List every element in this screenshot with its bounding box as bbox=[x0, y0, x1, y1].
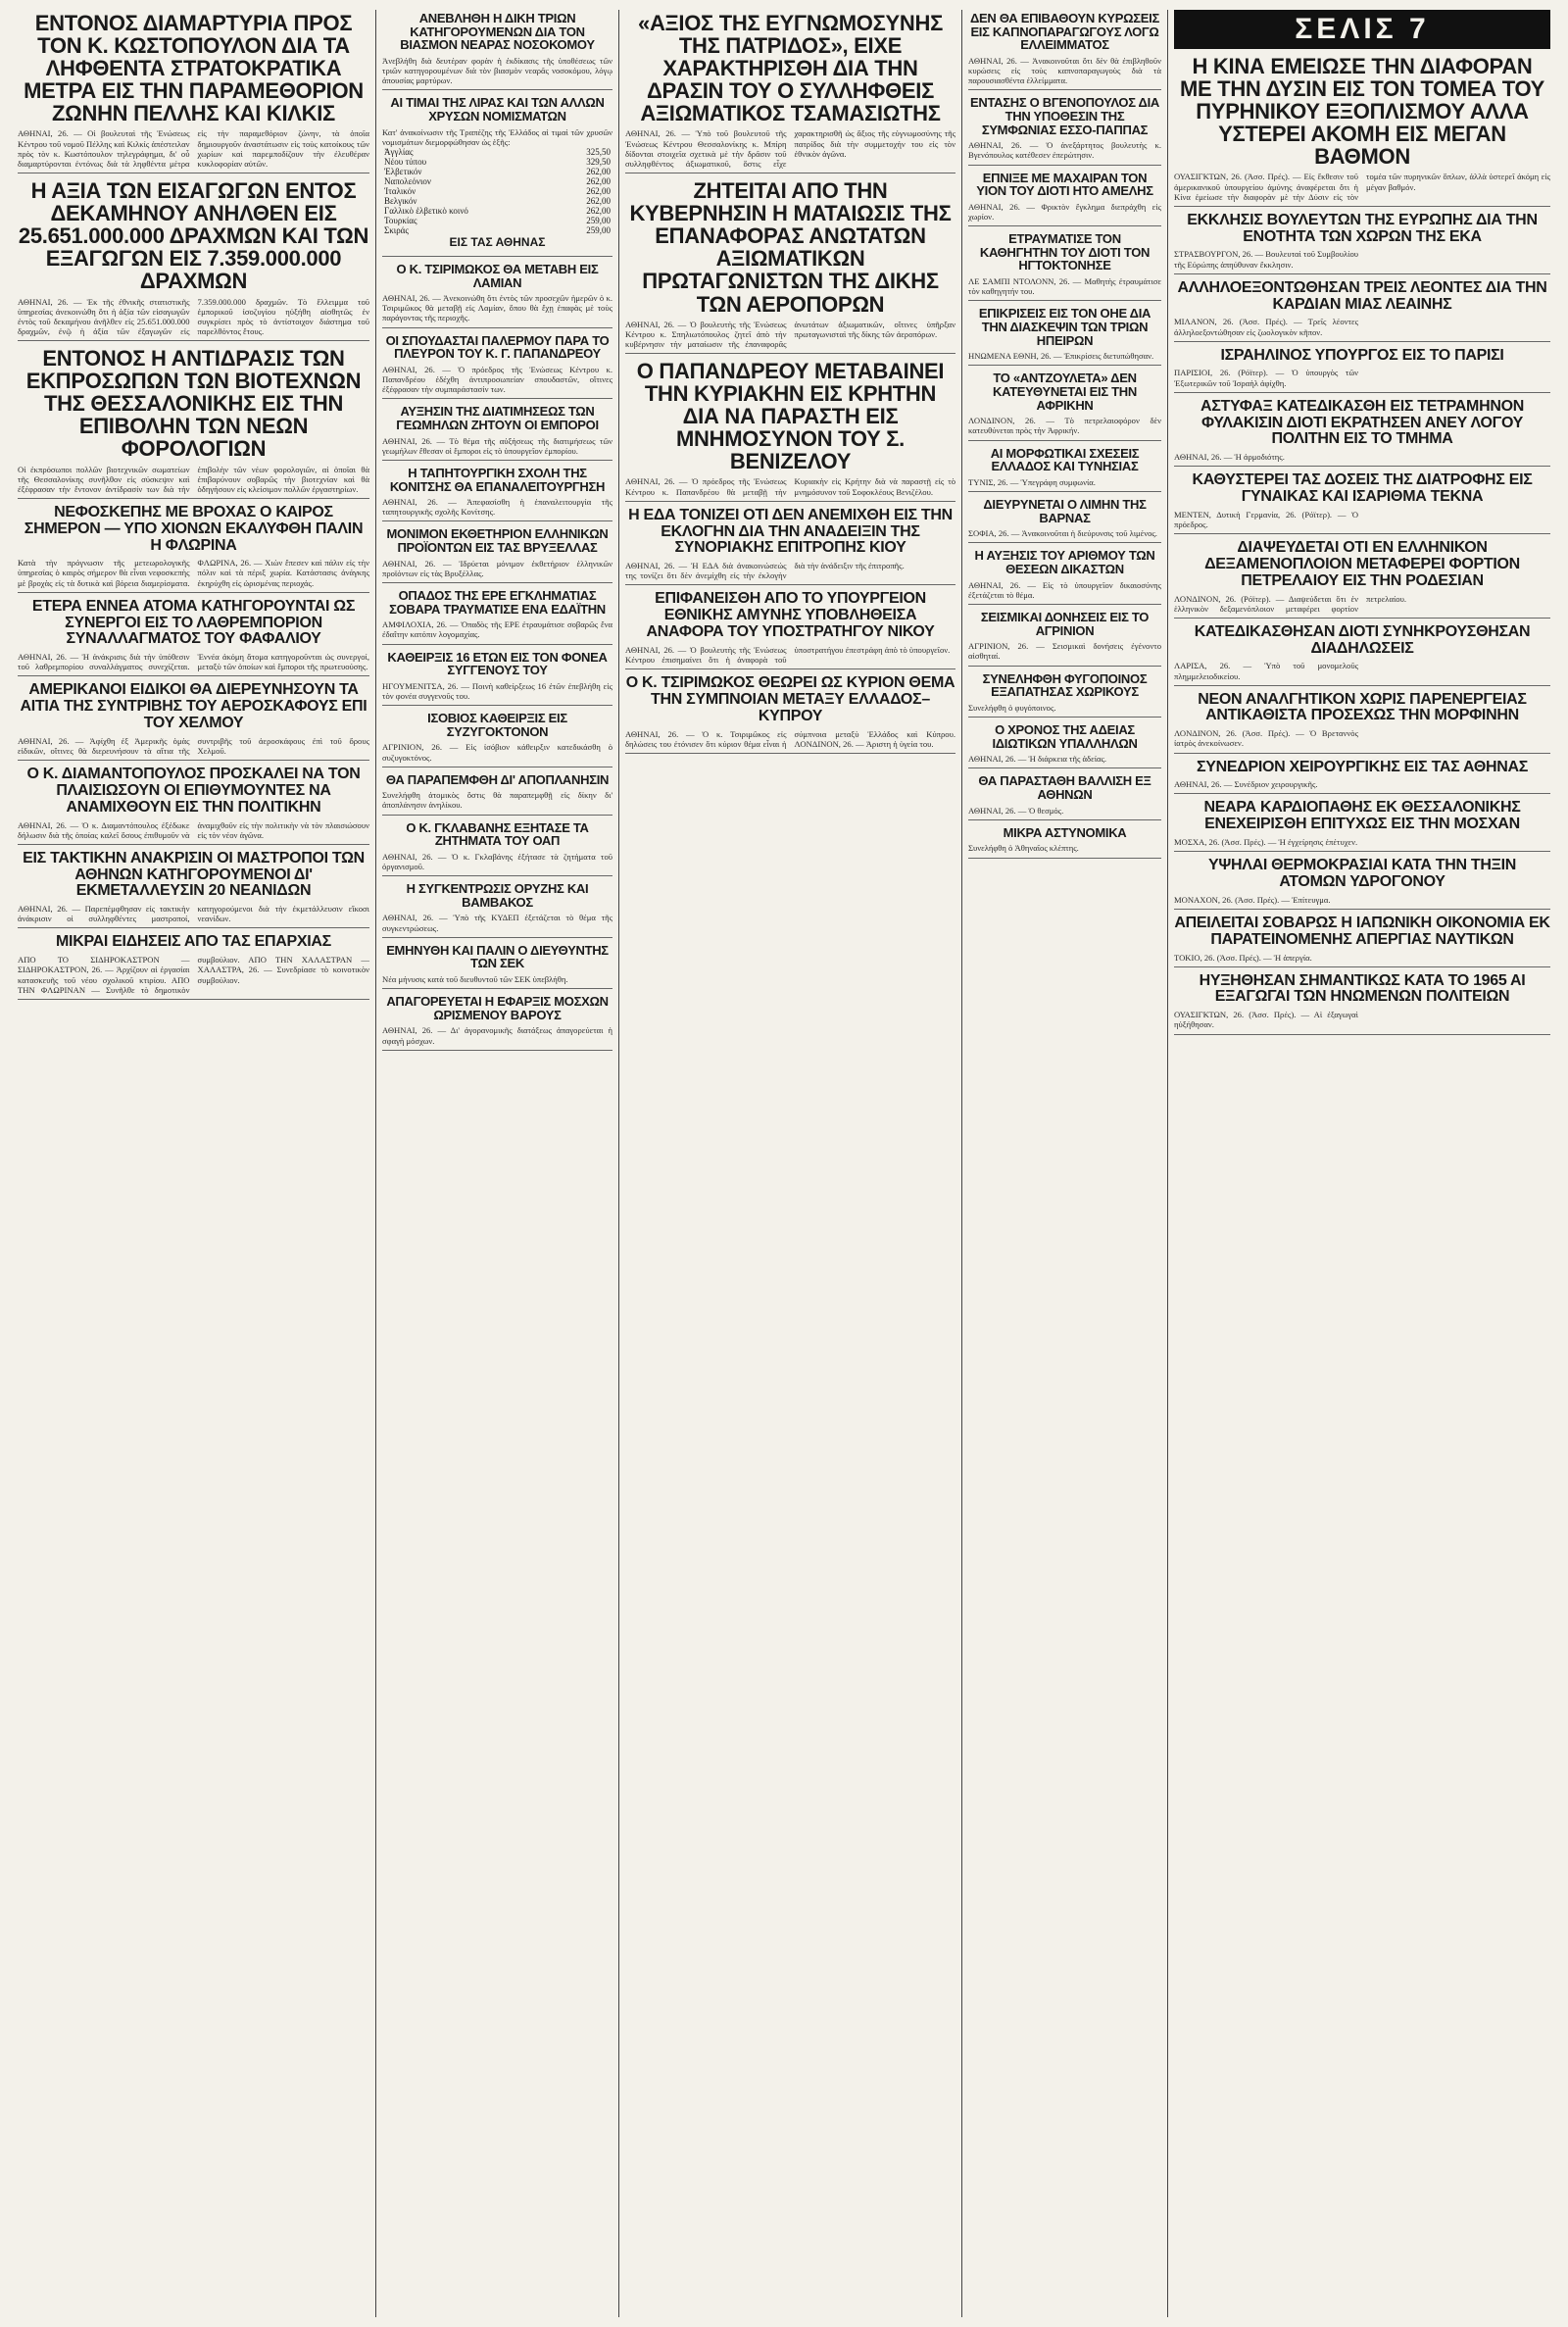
article bbox=[625, 179, 956, 354]
article-headline: «ΑΞΙΟΣ ΤΗΣ ΕΥΓΝΩΜΟΣΥΝΗΣ ΤΗΣ ΠΑΤΡΙΔΟΣ», ΕΙΧΕ ΧΑΡΑΚΤΗΡΙΣΘΗ ΔΙΑ ΤΗΝ ΔΡΑΣΙΝ ΤΟΥ Ο ΣΥΛΛΗΦΘΕΙΣ ΑΞΙΩΜΑΤΙΚΟΣ ΤΣΑΜΑΣΙΩΤΗΣ bbox=[638, 11, 943, 126]
table-row bbox=[382, 225, 612, 235]
article bbox=[18, 682, 369, 761]
coin-name: Βελγικόν bbox=[384, 195, 417, 206]
article bbox=[968, 96, 1161, 165]
article-headline: ΘΑ ΠΑΡΑΣΤΑΘΗ ΒΑΛΛΙΣΗ ΕΞ ΑΘΗΝΩΝ bbox=[978, 773, 1152, 803]
coin-price: 259,00 bbox=[586, 215, 611, 225]
article-headline: ΘΑ ΠΑΡΑΠΕΜΦΘΗ ΔΙ' ΑΠΟΠΛΑΝΗΣΙΝ bbox=[385, 771, 610, 787]
article-body: Οἱ ἐκπρόσωποι πολλῶν βιοτεχνικῶν σωματείων τῆς Θεσσαλονίκης συνῆλθον εἰς σύσκεψιν καὶ ἐξέφρασαν τὴν ἔντονον ἀντίδρασίν των διὰ τὴν ἐπιβολὴν τῶν νέων φορολογιῶν, αἱ ὁποῖαι θὰ ἐπιβαρύνουν σοβαρῶς τὴν βιοτεχνίαν καὶ θὰ ὁδηγήσουν εἰς κλείσιμον πολλῶν ἐργαστηρίων. bbox=[18, 464, 369, 494]
article-headline: Η ΑΥΞΗΣΙΣ ΤΟΥ ΑΡΙΘΜΟΥ ΤΩΝ ΘΕΣΕΩΝ ΔΙΚΑΣΤΩΝ bbox=[974, 548, 1155, 577]
coin-name: Ἀγγλίας bbox=[384, 146, 414, 157]
table-row bbox=[382, 147, 612, 157]
coin-price: 262,00 bbox=[586, 205, 611, 216]
article bbox=[382, 995, 612, 1051]
coin-name: Νέου τύπου bbox=[384, 156, 427, 167]
article-body: ΛΑΡΙΣΑ, 26. — Ὑπὸ τοῦ μονομελοῦς πλημμελειοδικείου. bbox=[1174, 661, 1358, 681]
article-headline: ΑΠΑΓΟΡΕΥΕΤΑΙ Η ΕΦΑΡΞΙΣ ΜΟΣΧΩΝ ΩΡΙΣΜΕΝΟΥ ΒΑΡΟΥΣ bbox=[386, 994, 609, 1022]
article bbox=[968, 172, 1161, 227]
article-body: ΑΘΗΝΑΙ, 26. — Δι' ἀγορανομικῆς διατάξεως ἀπαγορεύεται ἡ σφαγὴ μόσχων. bbox=[382, 1025, 612, 1046]
article-headline: ΑΣΤΥΦΑΞ ΚΑΤΕΔΙΚΑΣΘΗ ΕΙΣ ΤΕΤΡΑΜΗΝΟΝ ΦΥΛΑΚΙΣΙΝ ΔΙΟΤΙ ΕΚΡΑΤΗΣΕΝ ΑΝΕΥ ΛΟΓΟΥ ΠΟΛΙΤΗΝ ΕΙΣ ΤΟ ΤΜΗΜΑ bbox=[1200, 397, 1524, 448]
article-body: ΤΟΚΙΟ, 26. (Ἀσσ. Πρές). — Ἡ ἀπεργία. bbox=[1174, 952, 1312, 963]
subheading: ΕΙΣ ΤΑΣ ΑΘΗΝΑΣ bbox=[449, 234, 546, 249]
article-body: ΛΟΝΔΙΝΟΝ, 26. — Τὸ πετρελαιοφόρον δὲν κατευθύνεται πρὸς τὴν Ἀφρικήν. bbox=[968, 416, 1161, 436]
article-body: ΑΓΡΙΝΙΟΝ, 26. — Σεισμικαὶ δονήσεις ἐγένοντο αἰσθηταί. bbox=[968, 641, 1161, 662]
table-row bbox=[382, 206, 612, 216]
article bbox=[1174, 624, 1550, 686]
article bbox=[1174, 348, 1550, 393]
article bbox=[382, 263, 612, 328]
article-body: Κατὰ τὴν πρόγνωσιν τῆς μετεωρολογικῆς ὑπηρεσίας ὁ καιρὸς σήμερον θὰ εἶναι νεφοσκεπὴς μὲ βροχὰς εἰς τὰ δυτικὰ καὶ βόρεια διαμερίσματα. ΦΛΩΡΙΝΑ, 26. — Χιὼν ἔπεσεν καὶ πάλιν εἰς τὴν πόλιν καὶ τὰ πέριξ χωρία. Κατάστασις ἀνάγκης ἐκηρύχθη εἰς ὡρισμένας περιοχάς. bbox=[18, 558, 369, 588]
article-body: ΑΘΗΝΑΙ, 26. — Ἀφίχθη ἐξ Ἀμερικῆς ὁμὰς εἰδικῶν, οἵτινες θὰ διερευνήσουν τὰ αἴτια τῆς συντριβῆς τοῦ ἀεροσκάφους ἐπὶ τοῦ ὄρους Χελμοῦ. bbox=[18, 735, 369, 756]
article-headline: ΣΥΝΕΛΗΦΘΗ ΦΥΓΟΠΟΙΝΟΣ ΕΞΑΠΑΤΗΣΑΣ ΧΩΡΙΚΟΥΣ bbox=[982, 670, 1148, 700]
table-row bbox=[382, 167, 612, 176]
gold-prices-table bbox=[382, 147, 612, 235]
article bbox=[18, 934, 369, 999]
article-headline: ΝΕΦΟΣΚΕΠΗΣ ΜΕ ΒΡΟΧΑΣ Ο ΚΑΙΡΟΣ ΣΗΜΕΡΟΝ — ΥΠΟ ΧΙΟΝΩΝ ΕΚΑΛΥΦΘΗ ΠΑΛΙΝ Η ΦΛΩΡΙΝΑ bbox=[24, 503, 364, 554]
article-headline: ΑΜΕΡΙΚΑΝΟΙ ΕΙΔΙΚΟΙ ΘΑ ΔΙΕΡΕΥΝΗΣΟΥΝ ΤΑ ΑΙΤΙΑ ΤΗΣ ΣΥΝΤΡΙΒΗΣ ΤΟΥ ΑΕΡΟΣΚΑΦΟΥΣ ΕΠΙ ΤΟΥ ΧΕΛΜΟΥ bbox=[20, 681, 368, 732]
article-headline: ΕΙΣ ΤΑΚΤΙΚΗΝ ΑΝΑΚΡΙΣΙΝ ΟΙ ΜΑΣΤΡΟΠΟΙ ΤΩΝ ΑΘΗΝΩΝ ΚΑΤΗΓΟΡΟΥΜΕΝΟΙ ΔΙ' ΕΚΜΕΤΑΛΛΕΥΣΙΝ 20 ΝΕΑΝΙΔΩΝ bbox=[23, 849, 365, 900]
article-headline: ΙΣΟΒΙΟΣ ΚΑΘΕΙΡΞΙΣ ΕΙΣ ΣΥΖΥΓΟΚΤΟΝΟΝ bbox=[427, 711, 567, 739]
article-headline: ΚΑΘΥΣΤΕΡΕΙ ΤΑΣ ΔΟΣΕΙΣ ΤΗΣ ΔΙΑΤΡΟΦΗΣ ΕΙΣ ΓΥΝΑΙΚΑΣ ΚΑΙ ΙΣΑΡΙΘΜΑ ΤΕΚΝΑ bbox=[1192, 471, 1533, 506]
table-row bbox=[382, 176, 612, 186]
column-2 bbox=[376, 10, 619, 2317]
article bbox=[382, 96, 612, 257]
article-body: ΑΘΗΝΑΙ, 26. — Ὑπὸ τῆς ΚΥΔΕΠ ἐξετάζεται τὸ θέμα τῆς συγκεντρώσεως. bbox=[382, 913, 612, 933]
article bbox=[968, 611, 1161, 667]
article-body: ΗΓΟΥΜΕΝΙΤΣΑ, 26. — Ποινὴ καθείρξεως 16 ἐτῶν ἐπεβλήθη εἰς τὸν φονέα συγγενοῦς του. bbox=[382, 680, 612, 701]
article-headline: ΕΤΡΑΥΜΑΤΙΣΕ ΤΟΝ ΚΑΘΗΓΗΤΗΝ ΤΟΥ ΔΙΟΤΙ ΤΟΝ ΗΓΤΟΚΤΟΝΗΣΕ bbox=[979, 231, 1151, 273]
article bbox=[1174, 800, 1550, 852]
article-headline: ΟΙ ΣΠΟΥΔΑΣΤΑΙ ΠΑΛΕΡΜΟΥ ΠΑΡΑ ΤΟ ΠΛΕΥΡΟΝ ΤΟΥ Κ. Γ. ΠΑΠΑΝΔΡΕΟΥ bbox=[385, 332, 610, 362]
article-body: ΜΙΛΑΝΟΝ, 26. (Ἀσσ. Πρές). — Τρεῖς λέοντες ἀλληλοεξοντώθησαν εἰς ζωολογικὸν κῆπον. bbox=[1174, 317, 1358, 337]
article bbox=[382, 527, 612, 583]
article-body: ΜΟΝΑΧΟΝ, 26. (Ἀσσ. Πρές). — Ἐπίτευγμα. bbox=[1174, 894, 1331, 905]
article bbox=[968, 232, 1161, 301]
article-headline: ΕΠΙΚΡΙΣΕΙΣ ΕΙΣ ΤΟΝ ΟΗΕ ΔΙΑ ΤΗΝ ΔΙΑΣΚΕΨΙΝ ΤΩΝ ΤΡΙΩΝ ΗΠΕΙΡΩΝ bbox=[978, 306, 1152, 348]
coin-name: Ναπολεόνιον bbox=[384, 175, 431, 186]
article-headline: ΣΥΝΕΔΡΙΟΝ ΧΕΙΡΟΥΡΓΙΚΗΣ ΕΙΣ ΤΑΣ ΑΘΗΝΑΣ bbox=[1196, 758, 1529, 775]
article-headline: ΑΝΕΒΛΗΘΗ Η ΔΙΚΗ ΤΡΙΩΝ ΚΑΤΗΓΟΡΟΥΜΕΝΩΝ ΔΙΑ ΤΟΝ ΒΙΑΣΜΟΝ ΝΕΑΡΑΣ ΝΟΣΟΚΟΜΟΥ bbox=[400, 11, 595, 53]
article bbox=[1174, 692, 1550, 754]
article bbox=[968, 723, 1161, 768]
article bbox=[382, 12, 612, 90]
article-body: ΑΘΗΝΑΙ, 26. — Ἀνακοινοῦται ὅτι δὲν θὰ ἐπιβληθοῦν κυρώσεις εἰς τοὺς καπνοπαραγωγοὺς διὰ τὰ παρουσιασθέντα ἐλλείμματα. bbox=[968, 55, 1161, 86]
article-headline: Η ΤΑΠΗΤΟΥΡΓΙΚΗ ΣΧΟΛΗ ΤΗΣ ΚΟΝΙΤΣΗΣ ΘΑ ΕΠΑΝΑΛΕΙΤΟΥΡΓΗΣΗ bbox=[389, 465, 606, 494]
coin-name: Τουρκίας bbox=[384, 215, 417, 225]
article-body: ΑΘΗΝΑΙ, 26. — Ὁ βουλευτὴς τῆς Ἑνώσεως Κέντρου ἐπισημαίνει ὅτι ἡ ἀναφορὰ τοῦ ὑποστρατήγου ἐπεστράφη ἀπὸ τὸ ὑπουργεῖον. bbox=[625, 644, 951, 665]
article-body: ΑΘΗΝΑΙ, 26. — Ἡ ἀρμοδιότης. bbox=[1174, 452, 1285, 463]
article-headline: ΔΕΝ ΘΑ ΕΠΙΒΑΘΟΥΝ ΚΥΡΩΣΕΙΣ ΕΙΣ ΚΑΠΝΟΠΑΡΑΓΩΓΟΥΣ ΛΟΓΩ ΕΛΛΕΙΜΜΑΤΟΣ bbox=[970, 11, 1159, 53]
article-body: ΑΓΡΙΝΙΟΝ, 26. — Εἰς ἰσόβιον κάθειρξιν κατεδικάσθη ὁ συζυγοκτόνος. bbox=[382, 742, 612, 763]
article-body: ΑΘΗΝΑΙ, 26. — Ὁ θεσμός. bbox=[968, 805, 1064, 816]
article-body: Συνελήφθη ἀτομικὸς ὅστις θὰ παραπεμφθῇ εἰς δίκην δι' ἀποπλάνησιν ἀνηλίκου. bbox=[382, 790, 612, 811]
coin-price: 262,00 bbox=[586, 175, 611, 186]
article-headline: ΝΕΟΝ ΑΝΑΛΓΗΤΙΚΟΝ ΧΩΡΙΣ ΠΑΡΕΝΕΡΓΕΙΑΣ ΑΝΤΙΚΑΘΙΣΤΑ ΠΡΟΣΕΧΩΣ ΤΗΝ ΜΟΡΦΙΝΗΝ bbox=[1198, 690, 1527, 724]
article bbox=[968, 12, 1161, 90]
article-headline: ΟΠΑΔΟΣ ΤΗΣ ΕΡΕ ΕΓΚΛΗΜΑΤΙΑΣ ΣΟΒΑΡΑ ΤΡΑΥΜΑΤΙΣΕ ΕΝΑ ΕΔΑΪΤΗΝ bbox=[389, 588, 606, 617]
article bbox=[1174, 760, 1550, 795]
article-body: ΛΟΝΔΙΝΟΝ, 26. (Ρόϊτερ). — Διαψεύδεται ὅτι ἐν ἑλληνικὸν δεξαμενόπλοιον μεταφέρει φορτίον πετρελαίου. bbox=[1174, 593, 1406, 614]
article-headline: Ο ΠΑΠΑΝΔΡΕΟΥ ΜΕΤΑΒΑΙΝΕΙ ΤΗΝ ΚΥΡΙΑΚΗΝ ΕΙΣ ΚΡΗΤΗΝ ΔΙΑ ΝΑ ΠΑΡΑΣΤΗ ΕΙΣ ΜΝΗΜΟΣΥΝΟΝ ΤΟΥ Σ. ΒΕΝΙΖΕΛΟΥ bbox=[636, 359, 945, 474]
article bbox=[625, 508, 956, 586]
article-headline: ΚΑΤΕΔΙΚΑΣΘΗΣΑΝ ΔΙΟΤΙ ΣΥΝΗΚΡΟΥΣΘΗΣΑΝ ΔΙΑΔΗΛΩΣΕΙΣ bbox=[1194, 622, 1531, 657]
article-headline: Ο ΧΡΟΝΟΣ ΤΗΣ ΑΔΕΙΑΣ ΙΔΙΩΤΙΚΩΝ ΥΠΑΛΛΗΛΩΝ bbox=[992, 721, 1138, 751]
article-headline: Ο Κ. ΓΚΛΑΒΑΝΗΣ ΕΞΗΤΑΣΕ ΤΑ ΖΗΤΗΜΑΤΑ ΤΟΥ ΟΑΠ bbox=[406, 819, 589, 849]
article-body: ΑΘΗΝΑΙ, 26. — Ὑπὸ τοῦ βουλευτοῦ τῆς Ἑνώσεως Κέντρου Θεσσαλονίκης κ. Μπίρη δίδονται στοιχεῖα σχετικὰ μὲ τὴν δρᾶσιν τοῦ συλληφθέντος ἀξιωματικοῦ, ὅστις εἶχε χαρακτηρισθῆ ὡς ἄξιος τῆς εὐγνωμοσύνης τῆς πατρίδος διὰ τὴν συμμετοχήν του εἰς τὸν ἐθνικὸν ἀγῶνα. bbox=[625, 128, 956, 169]
article-body: ΑΘΗΝΑΙ, 26. — Ἡ διάρκεια τῆς ἀδείας. bbox=[968, 754, 1107, 765]
article-headline: Ο Κ. ΤΣΙΡΙΜΩΚΟΣ ΘΕΩΡΕΙ ΩΣ ΚΥΡΙΟΝ ΘΕΜΑ ΤΗΝ ΣΥΜΠΝΟΙΑΝ ΜΕΤΑΞΥ ΕΛΛΑΔΟΣ–ΚΥΠΡΟΥ bbox=[625, 674, 956, 724]
article-headline: ΕΝΤΟΝΟΣ Η ΑΝΤΙΔΡΑΣΙΣ ΤΩΝ ΕΚΠΡΟΣΩΠΩΝ ΤΩΝ ΒΙΟΤΕΧΝΩΝ ΤΗΣ ΘΕΣΣΑΛΟΝΙΚΗΣ ΕΙΣ ΤΗΝ ΕΠΙΒΟΛΗΝ ΤΩΝ ΝΕΩΝ ΦΟΡΟΛΟΓΙΩΝ bbox=[25, 346, 362, 462]
article-headline: ΜΙΚΡΑΙ ΕΙΔΗΣΕΙΣ ΑΠΟ ΤΑΣ ΕΠΑΡΧΙΑΣ bbox=[56, 933, 331, 951]
article bbox=[1174, 916, 1550, 967]
article-headline: ΜΟΝΙΜΟΝ ΕΚΘΕΤΗΡΙΟΝ ΕΛΛΗΝΙΚΩΝ ΠΡΟΪΟΝΤΩΝ ΕΙΣ ΤΑΣ ΒΡΥΞΕΛΛΑΣ bbox=[386, 526, 609, 556]
article-headline: ΖΗΤΕΙΤΑΙ ΑΠΟ ΤΗΝ ΚΥΒΕΡΝΗΣΙΝ Η ΜΑΤΑΙΩΣΙΣ ΤΗΣ ΕΠΑΝΑΦΟΡΑΣ ΑΝΩΤΑΤΩΝ ΑΞΙΩΜΑΤΙΚΩΝ ΠΡΩΤΑΓΩΝΙΣΤΩΝ ΤΗΣ ΔΙΚΗΣ ΤΩΝ ΑΕΡΟΠΟΡΩΝ bbox=[629, 178, 952, 317]
article-body: ΛΕ ΣΑΜΠΙ ΝΤΟΛΟΝΝ, 26. — Μαθητὴς ἐτραυμάτισε τὸν καθηγητήν του. bbox=[968, 276, 1161, 297]
article bbox=[382, 882, 612, 938]
table-row bbox=[382, 196, 612, 206]
article-body: ΟΥΑΣΙΓΚΤΩΝ, 26. (Ἀσσ. Πρές). — Αἱ ἐξαγωγαὶ ηὐξήθησαν. bbox=[1174, 1010, 1358, 1030]
column-3 bbox=[619, 10, 962, 2317]
article bbox=[382, 944, 612, 989]
article-headline: ΑΙ ΜΟΡΦΩΤΙΚΑΙ ΣΧΕΣΕΙΣ ΕΛΛΑΔΟΣ ΚΑΙ ΤΥΝΗΣΙΑΣ bbox=[990, 445, 1140, 474]
article-body: ΑΘΗΝΑΙ, 26. — Εἰς τὸ ὑπουργεῖον δικαιοσύνης ἐξετάζεται τὸ θέμα. bbox=[968, 579, 1161, 600]
article-headline: ΕΤΕΡΑ ΕΝΝΕΑ ΑΤΟΜΑ ΚΑΤΗΓΟΡΟΥΝΤΑΙ ΩΣ ΣΥΝΕΡΓΟΙ ΕΙΣ ΤΟ ΛΑΘΡΕΜΠΟΡΙΟΝ ΣΥΝΑΛΛΑΓΜΑΤΟΣ ΤΟΥ ΦΑΦΑΛΙΟΥ bbox=[31, 597, 356, 648]
article bbox=[382, 334, 612, 400]
article-headline: ΕΚΚΛΗΣΙΣ ΒΟΥΛΕΥΤΩΝ ΤΗΣ ΕΥΡΩΠΗΣ ΔΙΑ ΤΗΝ ΕΝΟΤΗΤΑ ΤΩΝ ΧΩΡΩΝ ΤΗΣ ΕΚΑ bbox=[1187, 211, 1538, 245]
article bbox=[1174, 55, 1550, 207]
article bbox=[968, 549, 1161, 605]
article-body: ΑΘΗΝΑΙ, 26. — Παρεπέμφθησαν εἰς τακτικὴν ἀνάκρισιν οἱ συλληφθέντες μαστροποί, κατηγορούμενοι διὰ τὴν ἐκμετάλλευσιν εἴκοσι νεανίδων. bbox=[18, 904, 369, 924]
column-4 bbox=[962, 10, 1168, 2317]
article-headline: ΑΙ ΤΙΜΑΙ ΤΗΣ ΛΙΡΑΣ ΚΑΙ ΤΩΝ ΑΛΛΩΝ ΧΡΥΣΩΝ ΝΟΜΙΣΜΑΤΩΝ bbox=[390, 95, 605, 124]
article-headline: ΜΙΚΡΑ ΑΣΤΥΝΟΜΙΚΑ bbox=[1003, 824, 1127, 840]
table-row bbox=[382, 186, 612, 196]
coin-price: 262,00 bbox=[586, 185, 611, 196]
article-body: ΜΟΣΧΑ, 26. (Ἀσσ. Πρές). — Ἡ ἐγχείρησις ἐπέτυχεν. bbox=[1174, 837, 1358, 848]
column-5 bbox=[1168, 10, 1556, 2317]
article-body: ΑΘΗΝΑΙ, 26. — Τὸ θέμα τῆς αὐξήσεως τῆς διατιμήσεως τῶν γεωμήλων ἔθεσαν οἱ ἔμποροι εἰς τὸ ὑπουργεῖον ἐμπορίου. bbox=[382, 435, 612, 456]
article-body: ΑΘΗΝΑΙ, 26. — Ὁ κ. Διαμαντόπουλος ἐξέδωκε δήλωσιν διὰ τῆς ὁποίας καλεῖ ὅσους ἐπιθυμοῦν νὰ ἀναμιχθοῦν εἰς τὴν πολιτικὴν νὰ τὸν πλαισιώσουν εἰς τὸν νέον ἀγῶνα. bbox=[18, 819, 369, 840]
article-body: ΟΥΑΣΙΓΚΤΩΝ, 26. (Ἀσσ. Πρές). — Εἰς ἔκθεσιν τοῦ ἀμερικανικοῦ ὑπουργείου ἀμύνης ἀναφέρεται ὅτι ἡ Κίνα ἐμείωσε τὴν διαφορὰν μὲ τὴν Δύσιν εἰς τὸν τομέα τῶν πυρηνικῶν ὅπλων, ἀλλὰ ὑστερεῖ ἀκόμη εἰς μέγαν βαθμόν. bbox=[1174, 172, 1550, 202]
article-body: ΣΤΡΑΣΒΟΥΡΓΟΝ, 26. — Βουλευταὶ τοῦ Συμβουλίου τῆς Εὐρώπης ἀπηύθυναν ἔκκλησιν. bbox=[1174, 249, 1358, 270]
article-headline: ΕΠΙΦΑΝΕΙΣΘΗ ΑΠΟ ΤΟ ΥΠΟΥΡΓΕΙΟΝ ΕΘΝΙΚΗΣ ΑΜΥΝΗΣ ΥΠΟΒΛΗΘΕΙΣΑ ΑΝΑΦΟΡΑ ΤΟΥ ΥΠΟΣΤΡΑΤΗΓΟΥ ΝΙΚΟΥ bbox=[646, 590, 935, 641]
article bbox=[382, 467, 612, 522]
article-body: ΑΘΗΝΑΙ, 26. — Οἱ βουλευταὶ τῆς Ἑνώσεως Κέντρου τοῦ νομοῦ Πέλλης καὶ Κιλκίς ἀπέστειλαν πρὸς τὸν κ. Κωστόπουλον τηλεγράφημα, δι' οὗ διαμαρτύρονται ἐντόνως διὰ τὰ ληφθέντα μέτρα εἰς τὴν παραμεθόριον ζώνην, τὰ ὁποῖα δημιουργοῦν ἀναστάτωσιν εἰς τοὺς κατοίκους τῶν χωρίων καὶ παρεμποδίζουν τὴν ἐλευθέραν κυκλοφορίαν αὐτῶν. bbox=[18, 128, 369, 169]
article-headline: ΕΝΤΑΣΗΣ Ο ΒΓΕΝΟΠΟΥΛΟΣ ΔΙΑ ΤΗΝ ΥΠΟΘΕΣΙΝ ΤΗΣ ΣΥΜΦΩΝΙΑΣ ΕΣΣΟ-ΠΑΠΠΑΣ bbox=[970, 95, 1159, 137]
article-body: ΑΘΗΝΑΙ, 26. — Φρικτὸν ἔγκλημα διεπράχθη εἰς χωρίον. bbox=[968, 201, 1161, 222]
article-headline: ΝΕΑΡΑ ΚΑΡΔΙΟΠΑΘΗΣ ΕΚ ΘΕΣΣΑΛΟΝΙΚΗΣ ΕΝΕΧΕΙΡΙΣΘΗ ΕΠΙΤΥΧΩΣ ΕΙΣ ΤΗΝ ΜΟΣΧΑΝ bbox=[1203, 799, 1521, 833]
article-body: ΗΝΩΜΕΝΑ ΕΘΝΗ, 26. — Ἐπικρίσεις διετυπώθησαν. bbox=[968, 351, 1154, 362]
article bbox=[625, 360, 956, 502]
coin-price: 259,00 bbox=[586, 224, 611, 235]
article bbox=[1174, 280, 1550, 342]
article-headline: Η ΕΔΑ ΤΟΝΙΖΕΙ ΟΤΙ ΔΕΝ ΑΝΕΜΙΧΘΗ ΕΙΣ ΤΗΝ ΕΚΛΟΓΗΝ ΔΙΑ ΤΗΝ ΑΝΑΔΕΙΞΙΝ ΤΗΣ ΣΥΝΟΡΙΑΚΗΣ ΕΠΙΤΡΟΠΗΣ ΚΙΟΥ bbox=[628, 506, 953, 557]
article-body: ΠΑΡΙΣΙΟΙ, 26. (Ρόϊτερ). — Ὁ ὑπουργὸς τῶν Ἐξωτερικῶν τοῦ Ἰσραὴλ ἀφίχθη. bbox=[1174, 368, 1358, 388]
article bbox=[18, 12, 369, 173]
article-body: ΑΘΗΝΑΙ, 26. — Ἀνεκοινώθη ὅτι ἐντὸς τῶν προσεχῶν ἡμερῶν ὁ κ. Τσιριμῶκος θὰ μεταβῇ εἰς Λαμίαν, ὅπου θὰ ἔχῃ ἐπαφὰς μὲ τοὺς παράγοντας τῆς περιοχῆς. bbox=[382, 293, 612, 323]
article bbox=[18, 767, 369, 845]
article-headline: ΣΕΙΣΜΙΚΑΙ ΔΟΝΗΣΕΙΣ ΕΙΣ ΤΟ ΑΓΡΙΝΙΟΝ bbox=[980, 609, 1150, 638]
coin-price: 262,00 bbox=[586, 195, 611, 206]
article-headline: ΙΣΡΑΗΛΙΝΟΣ ΥΠΟΥΡΓΟΣ ΕΙΣ ΤΟ ΠΑΡΙΣΙ bbox=[1220, 346, 1504, 364]
article-body: ΑΘΗΝΑΙ, 26. — Ἡ ΕΔΑ διὰ ἀνακοινώσεώς της τονίζει ὅτι δὲν ἀνεμίχθη εἰς τὴν ἐκλογὴν διὰ τὴν ἀνάδειξιν τῆς ἐπιτροπῆς. bbox=[625, 561, 905, 581]
article bbox=[1174, 540, 1550, 619]
article-body: ΑΘΗΝΑΙ, 26. — Συνέδριον χειρουργικῆς. bbox=[1174, 779, 1318, 790]
article-body: ΑΘΗΝΑΙ, 26. — Ἱδρύεται μόνιμον ἐκθετήριον ἑλληνικῶν προϊόντων εἰς τὰς Βρυξέλλας. bbox=[382, 558, 612, 578]
article bbox=[968, 447, 1161, 492]
article bbox=[382, 589, 612, 645]
article-headline: Η ΣΥΓΚΕΝΤΡΩΣΙΣ ΟΡΥΖΗΣ ΚΑΙ ΒΑΜΒΑΚΟΣ bbox=[406, 881, 589, 910]
coin-price: 329,50 bbox=[586, 156, 611, 167]
article bbox=[1174, 973, 1550, 1035]
article-body: Συνελήφθη ὁ φυγόποινος. bbox=[968, 702, 1056, 713]
article-headline: Ο Κ. ΔΙΑΜΑΝΤΟΠΟΥΛΟΣ ΠΡΟΣΚΑΛΕΙ ΝΑ ΤΟΝ ΠΛΑΙΣΙΩΣΟΥΝ ΟΙ ΕΠΙΘΥΜΟΥΝΤΕΣ ΝΑ ΑΝΑΜΙΧΘΟΥΝ ΕΙΣ ΤΗΝ ΠΟΛΙΤΙΚΗΝ bbox=[26, 766, 361, 816]
article-body: ΜΕΝΤΕΝ, Δυτικὴ Γερμανία, 26. (Ρόϊτερ). — Ὁ πρόεδρος. bbox=[1174, 509, 1358, 529]
article bbox=[968, 498, 1161, 543]
article bbox=[968, 774, 1161, 819]
article bbox=[18, 347, 369, 499]
article-body: ΛΟΝΔΙΝΟΝ, 26. (Ἀσσ. Πρές). — Ὁ Βρεταννὸς ἰατρὸς ἀνεκοίνωσεν. bbox=[1174, 728, 1358, 749]
coin-name: Ἰταλικόν bbox=[384, 185, 416, 196]
article-body: ΑΘΗΝΑΙ, 26. — Ἐκ τῆς ἐθνικῆς στατιστικῆς ὑπηρεσίας ἀνεκοινώθη ὅτι ἡ ἀξία τῶν εἰσαγωγῶν ἐντὸς τοῦ δεκαμήνου ἀνῆλθεν εἰς 25.651.000.000 δραχμῶν, ἐνῷ ἡ ἀξία τῶν ἐξαγωγῶν εἰς 7.359.000.000 δραχμῶν. Τὸ ἔλλειμμα τοῦ ἐμπορικοῦ ἰσοζυγίου ηὐξήθη αἰσθητῶς ἐν συγκρίσει πρὸς τὸ ἀντίστοιχον διάστημα τοῦ παρελθόντος ἔτους. bbox=[18, 296, 369, 336]
article bbox=[1174, 472, 1550, 534]
article bbox=[382, 405, 612, 461]
article-body: ΤΥΝΙΣ, 26. — Ὑπεγράφη συμφωνία. bbox=[968, 476, 1096, 487]
article-body: ΣΟΦΙΑ, 26. — Ἀνακοινοῦται ἡ διεύρυνσις τοῦ λιμένος. bbox=[968, 528, 1157, 539]
article bbox=[18, 599, 369, 677]
article-body: Νέα μήνυσις κατὰ τοῦ διευθυντοῦ τῶν ΣΕΚ ὑπεβλήθη. bbox=[382, 974, 568, 985]
table-row bbox=[382, 157, 612, 167]
article bbox=[1174, 858, 1550, 910]
article-body: ΑΘΗΝΑΙ, 26. — Ἡ ἀνάκρισις διὰ τὴν ὑπόθεσιν τοῦ λαθρεμπορίου συναλλάγματος συνεχίζεται. Ἐννέα ἀκόμη ἄτομα κατηγοροῦνται ὡς συνεργοί, μεταξὺ τῶν ὁποίων καὶ ἔμποροι τῆς πρωτευούσης. bbox=[18, 652, 369, 672]
article bbox=[382, 773, 612, 816]
table-row bbox=[382, 216, 612, 225]
coin-name: Γαλλικὸ ἑλβετικὸ κοινό bbox=[384, 205, 468, 216]
coin-name: Ἑλβετικόν bbox=[384, 166, 422, 176]
article-body: ΑΠΟ ΤΟ ΣΙΔΗΡΟΚΑΣΤΡΟΝ — ΣΙΔΗΡΟΚΑΣΤΡΟΝ, 26. — Ἀρχίζουν αἱ ἐργασίαι κατασκευῆς τοῦ νέου σχολικοῦ κτιρίου. ΑΠΟ ΤΗΝ ΦΛΩΡΙΝΑΝ — Συνῆλθε τὸ δημοτικὸν συμβούλιον. ΑΠΟ ΤΗΝ ΧΑΛΑΣΤΡΑΝ — ΧΑΛΑΣΤΡΑ, 26. — Συνεδρίασε τὸ κοινοτικὸν συμβούλιον. bbox=[18, 955, 369, 995]
article-headline: Η ΚΙΝΑ ΕΜΕΙΩΣΕ ΤΗΝ ΔΙΑΦΟΡΑΝ ΜΕ ΤΗΝ ΔΥΣΙΝ ΕΙΣ ΤΟΝ ΤΟΜΕΑ ΤΟΥ ΠΥΡΗΝΙΚΟΥ ΕΞΟΠΛΙΣΜΟΥ ΑΛΛΑ ΥΣΤΕΡΕΙ ΑΚΟΜΗ ΕΙΣ ΜΕΓΑΝ ΒΑΘΜΟΝ bbox=[1179, 54, 1545, 170]
coin-price: 262,00 bbox=[586, 166, 611, 176]
article-headline: ΑΠΕΙΛΕΙΤΑΙ ΣΟΒΑΡΩΣ Η ΙΑΠΩΝΙΚΗ ΟΙΚΟΝΟΜΙΑ ΕΚ ΠΑΡΑΤΕΙΝΟΜΕΝΗΣ ΑΠΕΡΓΙΑΣ ΝΑΥΤΙΚΩΝ bbox=[1174, 914, 1550, 948]
article bbox=[968, 826, 1161, 859]
article bbox=[382, 712, 612, 767]
article bbox=[18, 505, 369, 593]
article-headline: ΑΥΞΗΣΙΝ ΤΗΣ ΔΙΑΤΙΜΗΣΕΩΣ ΤΩΝ ΓΕΩΜΗΛΩΝ ΖΗΤΟΥΝ ΟΙ ΕΜΠΟΡΟΙ bbox=[396, 404, 599, 432]
article bbox=[625, 12, 956, 173]
article bbox=[968, 307, 1161, 366]
article bbox=[382, 651, 612, 707]
article-headline: ΑΛΛΗΛΟΕΞΟΝΤΩΘΗΣΑΝ ΤΡΕΙΣ ΛΕΟΝΤΕΣ ΔΙΑ ΤΗΝ ΚΑΡΔΙΑΝ ΜΙΑΣ ΛΕΑΙΝΗΣ bbox=[1177, 278, 1547, 313]
article-body: Κατ' ἀνακοίνωσιν τῆς Τραπέζης τῆς Ἑλλάδος αἱ τιμαὶ τῶν χρυσῶν νομισμάτων διεμορφώθησαν ὡς ἑξῆς: bbox=[382, 126, 612, 147]
coin-name: Σκιράς bbox=[384, 224, 409, 235]
article-body: ΑΘΗΝΑΙ, 26. — Ὁ κ. Γκλαβάνης ἐξήτασε τὰ ζητήματα τοῦ ὀργανισμοῦ. bbox=[382, 851, 612, 872]
article-body: ΑΘΗΝΑΙ, 26. — Ὁ πρόεδρος τῆς Ἑνώσεως Κέντρου κ. Παπανδρέου θὰ μεταβῇ τὴν Κυριακὴν εἰς Κρήτην διὰ νὰ παραστῇ εἰς τὸ μνημόσυνον τοῦ Σοφοκλέους Βενιζέλου. bbox=[625, 476, 956, 497]
article bbox=[625, 591, 956, 669]
article-headline: ΥΨΗΛΑΙ ΘΕΡΜΟΚΡΑΣΙΑΙ ΚΑΤΑ ΤΗΝ ΤΗΞΙΝ ΑΤΟΜΩΝ ΥΔΡΟΓΟΝΟΥ bbox=[1207, 857, 1517, 891]
article-headline: ΤΟ «ΑΝΤΖΟΥΛΕΤΑ» ΔΕΝ ΚΑΤΕΥΘΥΝΕΤΑΙ ΕΙΣ ΤΗΝ ΑΦΡΙΚΗΝ bbox=[993, 371, 1137, 413]
article bbox=[1174, 213, 1550, 274]
article-headline: ΔΙΕΥΡΥΝΕΤΑΙ Ο ΛΙΜΗΝ ΤΗΣ ΒΑΡΝΑΣ bbox=[983, 497, 1147, 525]
article bbox=[18, 851, 369, 929]
article-headline: Η ΑΞΙΑ ΤΩΝ ΕΙΣΑΓΩΓΩΝ ΕΝΤΟΣ ΔΕΚΑΜΗΝΟΥ ΑΝΗΛΘΕΝ ΕΙΣ 25.651.000.000 ΔΡΑΧΜΩΝ ΚΑΙ ΤΩΝ ΕΞΑΓΩΓΩΝ ΕΙΣ 7.359.000.000 ΔΡΑΧΜΩΝ bbox=[18, 178, 369, 294]
article-body: ΑΜΦΙΛΟΧΙΑ, 26. — Ὀπαδὸς τῆς ΕΡΕ ἐτραυμάτισε σοβαρῶς ἕνα ἐδαΐτην κατόπιν λογομαχίας. bbox=[382, 619, 612, 640]
article-headline: Ο Κ. ΤΣΙΡΙΜΩΚΟΣ ΘΑ ΜΕΤΑΒΗ ΕΙΣ ΛΑΜΙΑΝ bbox=[396, 261, 599, 290]
article bbox=[18, 179, 369, 341]
article bbox=[382, 821, 612, 877]
article bbox=[968, 371, 1161, 440]
article-body: ΑΘΗΝΑΙ, 26. — Ὁ ἀνεξάρτητος βουλευτὴς κ. Βγενόπουλος κατέθεσεν ἐπερώτησιν. bbox=[968, 140, 1161, 161]
article-headline: ΗΥΞΗΘΗΣΑΝ ΣΗΜΑΝΤΙΚΩΣ ΚΑΤΑ ΤΟ 1965 ΑΙ ΕΞΑΓΩΓΑΙ ΤΩΝ ΗΝΩΜΕΝΩΝ ΠΟΛΙΤΕΙΩΝ bbox=[1199, 971, 1526, 1006]
article-body: ΑΘΗΝΑΙ, 26. — Ὁ βουλευτὴς τῆς Ἑνώσεως Κέντρου κ. Σπηλιωτόπουλος ζητεῖ ἀπὸ τὴν κυβέρνησιν τὴν ματαίωσιν τῆς ἐπαναφορᾶς ἀνωτάτων ἀξιωματικῶν, οἵτινες ὑπῆρξαν πρωταγωνισταὶ τῆς δίκης τῶν ἀεροπόρων. bbox=[625, 319, 956, 349]
article-headline: ΕΝΤΟΝΟΣ ΔΙΑΜΑΡΤΥΡΙΑ ΠΡΟΣ ΤΟΝ Κ. ΚΩΣΤΟΠΟΥΛΟΝ ΔΙΑ ΤΑ ΛΗΦΘΕΝΤΑ ΣΤΡΑΤΟΚΡΑΤΙΚΑ ΜΕΤΡΑ ΕΙΣ ΤΗΝ ΠΑΡΑΜΕΘΟΡΙΟΝ ΖΩΝΗΝ ΠΕΛΛΗΣ ΚΑΙ ΚΙΛΚΙΣ bbox=[24, 11, 364, 126]
article bbox=[1174, 399, 1550, 468]
article-body: Συνελήφθη ὁ Ἀθηναῖος κλέπτης. bbox=[968, 843, 1079, 854]
article bbox=[968, 672, 1161, 718]
article-headline: ΕΠΝΙΞΕ ΜΕ ΜΑΧΑΙΡΑΝ ΤΟΝ ΥΙΟΝ ΤΟΥ ΔΙΟΤΙ ΗΤΟ ΑΜΕΛΗΣ bbox=[976, 170, 1153, 199]
article-headline: ΚΑΘΕΙΡΞΙΣ 16 ΕΤΩΝ ΕΙΣ ΤΟΝ ΦΟΝΕΑ ΣΥΓΓΕΝΟΥΣ ΤΟΥ bbox=[387, 649, 608, 678]
coin-price: 325,50 bbox=[586, 146, 611, 157]
article-headline: ΔΙΑΨΕΥΔΕΤΑΙ ΟΤΙ ΕΝ ΕΛΛΗΝΙΚΟΝ ΔΕΞΑΜΕΝΟΠΛΟΙΟΝ ΜΕΤΑΦΕΡΕΙ ΦΟΡΤΙΟΝ ΠΕΤΡΕΛΑΙΟΥ ΕΙΣ ΤΗΝ ΡΟΔΕΣΙΑΝ bbox=[1204, 539, 1520, 589]
page-number-banner: ΣΕΛΙΣ 7 bbox=[1174, 10, 1550, 49]
article-body: ΑΘΗΝΑΙ, 26. — Ἀπεφασίσθη ἡ ἐπαναλειτουργία τῆς ταπητουργικῆς σχολῆς Κονίτσης. bbox=[382, 497, 612, 518]
article-body: Ἀνεβλήθη διὰ δευτέραν φορὰν ἡ ἐκδίκασις τῆς ὑποθέσεως τῶν τριῶν κατηγορουμένων διὰ τὸν βιασμὸν νεαρᾶς νοσοκόμου, λόγῳ ἀπουσίας μαρτύρων. bbox=[382, 55, 612, 86]
article-body: ΑΘΗΝΑΙ, 26. — Ὁ πρόεδρος τῆς Ἑνώσεως Κέντρου κ. Παπανδρέου ἐδέχθη ἀντιπροσωπείαν σπουδαστῶν, οἵτινες ἐξέφρασαν τὴν συμπαράστασίν των. bbox=[382, 364, 612, 395]
column-1 bbox=[12, 10, 376, 2317]
article bbox=[625, 675, 956, 754]
article-headline: ΕΜΗΝΥΘΗ ΚΑΙ ΠΑΛΙΝ Ο ΔΙΕΥΘΥΝΤΗΣ ΤΩΝ ΣΕΚ bbox=[386, 942, 609, 971]
article-body: ΑΘΗΝΑΙ, 26. — Ὁ κ. Τσιριμῶκος εἰς δηλώσεις του ἐτόνισεν ὅτι κύριον θέμα εἶναι ἡ σύμπνοια μεταξὺ Ἑλλάδος καὶ Κύπρου. ΛΟΝΔΙΝΟΝ, 26. — Ἀριστη ἡ ὑγεία του. bbox=[625, 728, 956, 749]
